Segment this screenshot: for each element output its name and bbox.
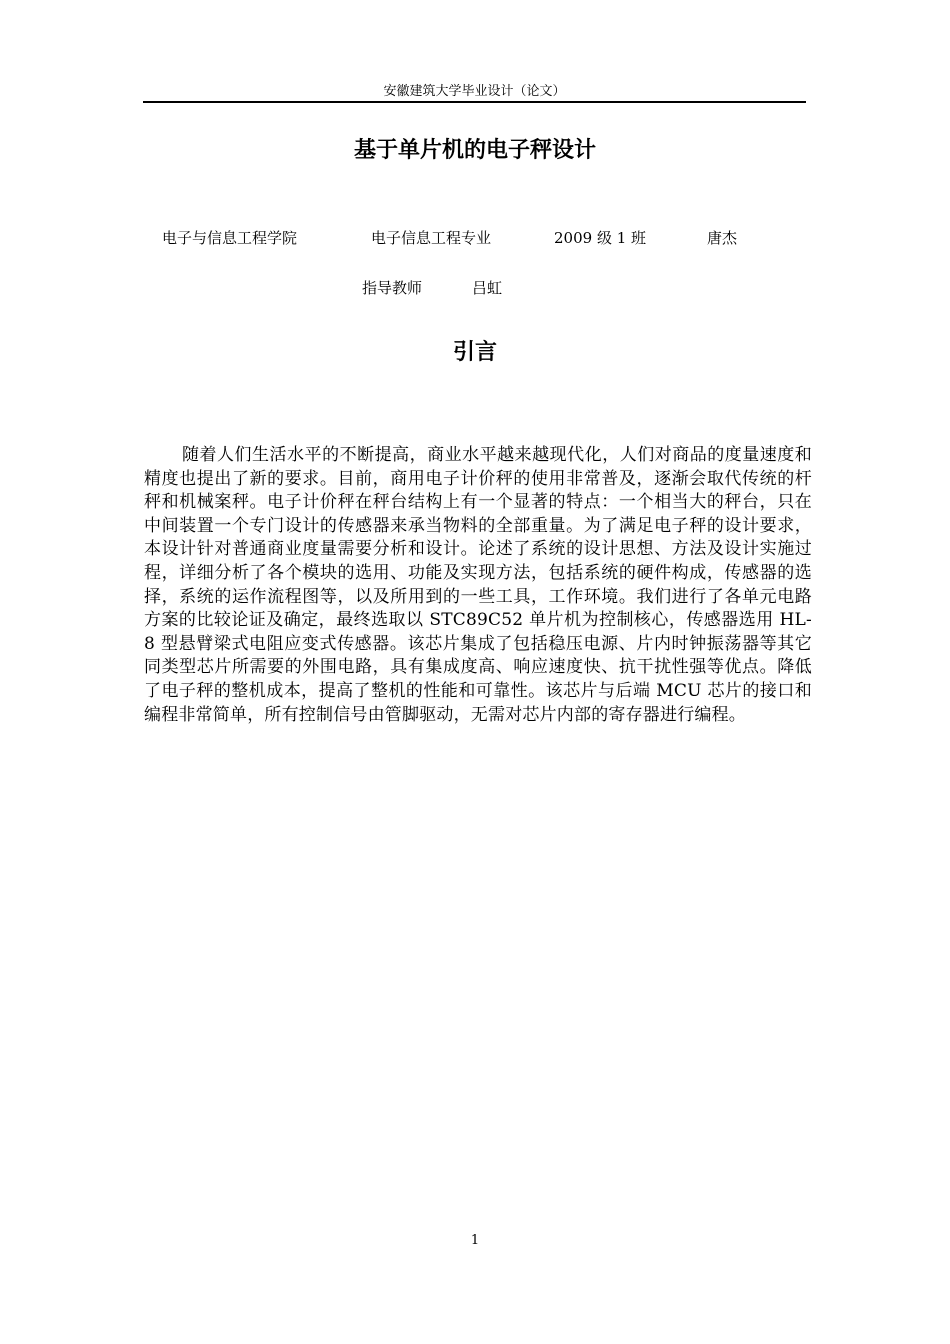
major-name: 电子信息工程专业	[371, 229, 492, 247]
college-name: 电子与信息工程学院	[162, 229, 298, 247]
section-heading: 引言	[452, 340, 497, 365]
header-rule	[143, 101, 806, 103]
body-paragraph: 随着人们生活水平的不断提高，商业水平越来越现代化，人们对商品的度量速度和精度也提出了新的要求。目前，商用电子计价秤的使用非常普及，逐渐会取代传统的杆秤和机械案秤。电子计价秤在秤台结构上有一个显著的特点：一个相当大的秤台，只在中间装置一个专门设计的传感器来承当物料的全部重量。为了满足电子秤的设计要求，本设计针对普通商业度量需要分析和设计。论述了系统的设计思想、方法及设计实施过程，详细分析了各个模块的选用、功能及实现方法，包括系统的硬件构成，传感器的选择，系统的运作流程图等，以及所用到的一些工具，工作环境。我们进行了各单元电路方案的比较论证及确定，最终选取以 STC89C52 单片机为控制核心，传感器选用 HL-8 型悬臂梁式电阻应变式传感器。该芯片集成了包括稳压电源、片内时钟振荡器等其它同类型芯片所需要的外围电路，具有集成度高、响应速度快、抗干扰性强等优点。降低了电子秤的整机成本，提高了整机的性能和可靠性。该芯片与后端 MCU 芯片的接口和编程非常简单，所有控制信号由管脚驱动，无需对芯片内部的寄存器进行编程。	[144, 445, 812, 725]
author-name: 唐杰	[707, 229, 738, 247]
running-header: 安徽建筑大学毕业设计（论文）	[383, 84, 566, 99]
advisor-label: 指导教师	[362, 279, 423, 297]
advisor-name: 吕虹	[472, 279, 503, 297]
document-title: 基于单片机的电子秤设计	[353, 138, 596, 163]
class-name: 2009 级 1 班	[554, 229, 647, 247]
page-number: 1	[470, 1233, 480, 1248]
